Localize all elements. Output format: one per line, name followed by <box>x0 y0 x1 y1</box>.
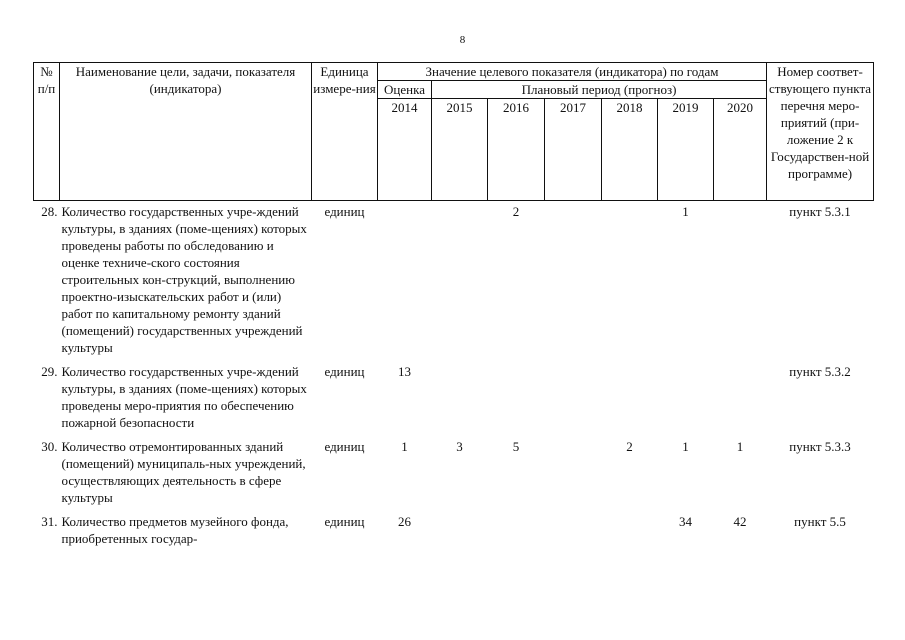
row-value: 3 <box>456 439 463 454</box>
row-value <box>432 201 488 364</box>
header-year: 2016 <box>488 99 545 201</box>
header-year: 2014 <box>378 99 432 201</box>
row-value <box>432 513 488 554</box>
row-num: 30. <box>41 439 58 454</box>
row-value <box>545 438 602 513</box>
row-value: 2 <box>512 204 520 219</box>
header-name: Наименование цели, задачи, показателя (индикатора) <box>60 63 312 201</box>
row-unit: единиц <box>324 514 365 529</box>
header-year: 2019 <box>658 99 714 201</box>
row-value: 1 <box>682 204 689 219</box>
header-plan-group: Плановый период (прогноз) <box>432 81 767 99</box>
row-value <box>545 201 602 364</box>
row-value <box>488 363 545 438</box>
row-value <box>714 363 767 438</box>
row-ref: пункт 5.5 <box>794 514 846 529</box>
page-number: 8 <box>459 34 466 46</box>
row-value <box>602 201 658 364</box>
row-ref: пункт 5.3.1 <box>789 204 851 219</box>
table-row <box>34 513 874 554</box>
row-name: Количество государственных учре-ждений культуры, в зданиях (поме-щениях) которых проведены меро-приятия по обеспечению пожарной безопасности <box>61 364 307 430</box>
row-value <box>658 363 714 438</box>
row-value: 5 <box>512 439 520 454</box>
row-value: 26 <box>398 514 411 529</box>
row-value: 34 <box>679 514 692 529</box>
header-ref: Номер соответ-ствующего пункта перечня меро-приятий (при-ложение 2 к Государствен-ной программе) <box>767 63 874 201</box>
table-row <box>34 438 874 513</box>
row-name: Количество государственных учре-ждений культуры, в зданиях (поме-щениях) которых проведены работы по обследованию и оценке техниче-ского состояния строительных кон-струкций, выполнению проектно-изыскательских работ и (или) работ по капитальному ремонту зданий (помещений) государственных учреждений культуры <box>61 204 307 355</box>
header-year: 2017 <box>545 99 602 201</box>
row-value <box>545 513 602 554</box>
row-value <box>488 513 545 554</box>
row-value: 1 <box>682 439 689 454</box>
row-unit: единиц <box>324 364 365 379</box>
table-body <box>34 201 874 555</box>
row-value <box>432 363 488 438</box>
row-value <box>602 363 658 438</box>
row-ref: пункт 5.3.2 <box>789 364 851 379</box>
table-row <box>34 363 874 438</box>
header-estimate: Оценка <box>378 81 432 99</box>
row-value <box>714 201 767 364</box>
header-unit: Единица измере-ния <box>312 63 378 201</box>
row-num: 28. <box>41 204 58 219</box>
row-value: 13 <box>398 364 411 379</box>
header-year: 2018 <box>602 99 658 201</box>
row-value <box>378 201 432 364</box>
row-value: 2 <box>626 439 633 454</box>
row-unit: единиц <box>324 439 365 454</box>
table-header <box>34 63 874 201</box>
header-year: 2020 <box>714 99 767 201</box>
row-num: 31. <box>41 514 58 529</box>
row-value <box>602 513 658 554</box>
row-value <box>545 363 602 438</box>
row-ref: пункт 5.3.3 <box>789 439 851 454</box>
table-row <box>34 201 874 364</box>
row-name: Количество предметов музейного фонда, приобретенных государ- <box>61 514 289 546</box>
row-num: 29. <box>41 364 58 379</box>
row-value: 1 <box>736 439 744 454</box>
header-year: 2015 <box>432 99 488 201</box>
row-name: Количество отремонтированных зданий (помещений) муниципаль-ных учреждений, осуществляющих деятельность в сфере культуры <box>61 439 306 505</box>
row-value: 42 <box>733 514 747 529</box>
row-unit: единиц <box>324 204 365 219</box>
indicators-table <box>33 62 874 554</box>
header-num: № п/п <box>34 63 60 201</box>
header-value-group: Значение целевого показателя (индикатора) по годам <box>378 63 767 81</box>
row-value: 1 <box>401 439 408 454</box>
